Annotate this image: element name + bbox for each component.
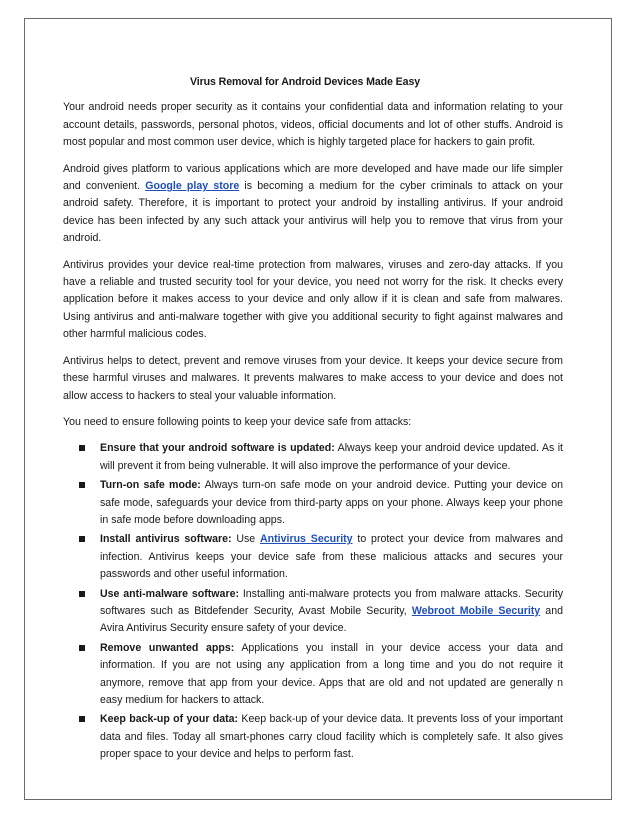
point-term: Install antivirus software: bbox=[100, 533, 232, 546]
point-text: to protect your device from malwares and infection. Antivirus keeps your device safe from these malicious attacks and secures your passwords and other useful information. bbox=[100, 533, 563, 581]
square-bullet-icon bbox=[79, 482, 85, 488]
list-item bbox=[63, 531, 563, 583]
point-term: Keep back-up of your data: bbox=[100, 713, 239, 726]
point-term: Remove unwanted apps: bbox=[100, 641, 235, 654]
paragraph-protection: Antivirus provides your device real-time protection from malwares, viruses and zero-day attacks. If you have a reliable and trusted security tool for your device, you need not worry for the risk. It checks every application before it makes access to your device and only allow if it is clean and safe from malwares. Using antivirus and anti-malware together with give you additional security to fight against malwares and other harmful malicious codes. bbox=[63, 258, 563, 341]
point-text: and Avira Antivirus Security ensure safety of your device. bbox=[100, 604, 563, 635]
point-text: Applications you install in your device access your data and information. If you are not using any application from a long time and you do not require it anymore, remove that app from your device. Apps that are old and not updated are generally n easy medium for hackers to attack. bbox=[100, 641, 563, 706]
paragraph-text: Android gives platform to various applications which are more developed and have made our life simpler and convenient. bbox=[63, 162, 563, 193]
square-bullet-icon bbox=[79, 536, 85, 542]
document-body bbox=[63, 74, 563, 766]
point-text: Installing anti-malware protects you from malware attacks. Security softwares such as Bitdefender Security, Avast Mobile Security, bbox=[100, 587, 563, 617]
paragraph-platform bbox=[63, 161, 563, 248]
webroot-mobile-security-link[interactable]: Webroot Mobile Security bbox=[411, 604, 541, 617]
safety-points-list bbox=[63, 440, 563, 763]
google-play-store-link[interactable]: Google play store bbox=[145, 180, 240, 193]
list-item bbox=[63, 440, 563, 475]
point-term: Use anti-malware software: bbox=[100, 587, 239, 600]
list-item bbox=[63, 477, 563, 529]
list-item bbox=[63, 711, 563, 763]
antivirus-security-link[interactable]: Antivirus Security bbox=[260, 533, 353, 546]
point-term: Turn-on safe mode: bbox=[100, 479, 201, 492]
point-text: Keep back-up of your device data. It prevents loss of your important data and files. Today all smart-phones carry cloud facility which is completely safe. It also gives proper space to your device and helps to perform fast. bbox=[100, 713, 564, 761]
point-term: Ensure that your android software is updated: bbox=[100, 442, 335, 455]
paragraph-detection: Antivirus helps to detect, prevent and remove viruses from your device. It keeps your device secure from these harmful viruses and malwares. It prevents malwares to make access to your device and does not allow access to hackers to steal your valuable information. bbox=[63, 354, 563, 402]
document-title: Virus Removal for Android Devices Made Easy bbox=[190, 76, 421, 88]
point-text: Use bbox=[231, 533, 261, 546]
square-bullet-icon bbox=[79, 645, 85, 651]
point-text: Always turn-on safe mode on your android device. Putting your device on safe mode, safeguards your device from third-party apps on your phone. Always keep your phone in safe mode before downloading apps. bbox=[100, 479, 563, 526]
list-item bbox=[63, 586, 563, 638]
point-text: Always keep your android device updated. As it will prevent it from being vulnerable. It will also improve the performance of your device. bbox=[100, 442, 563, 472]
list-item bbox=[63, 640, 563, 710]
points-intro: You need to ensure following points to keep your device safe from attacks: bbox=[63, 415, 412, 428]
paragraph-text: is becoming a medium for the cyber criminals to attack on your android safety. Therefore, it is important to protect your android by installing antivirus. If your android device has been infected by any such attack your antivirus will help you to remove that virus from your android. bbox=[63, 180, 563, 245]
square-bullet-icon bbox=[79, 716, 85, 722]
square-bullet-icon bbox=[79, 591, 85, 597]
square-bullet-icon bbox=[79, 445, 85, 451]
paragraph-intro-security: Your android needs proper security as it contains your confidential data and information relating to your account details, passwords, personal photos, videos, official documents and lot of other stuffs. Android is most popular and most common user device, which is highly targeted place for hackers to gain profit. bbox=[63, 101, 563, 149]
